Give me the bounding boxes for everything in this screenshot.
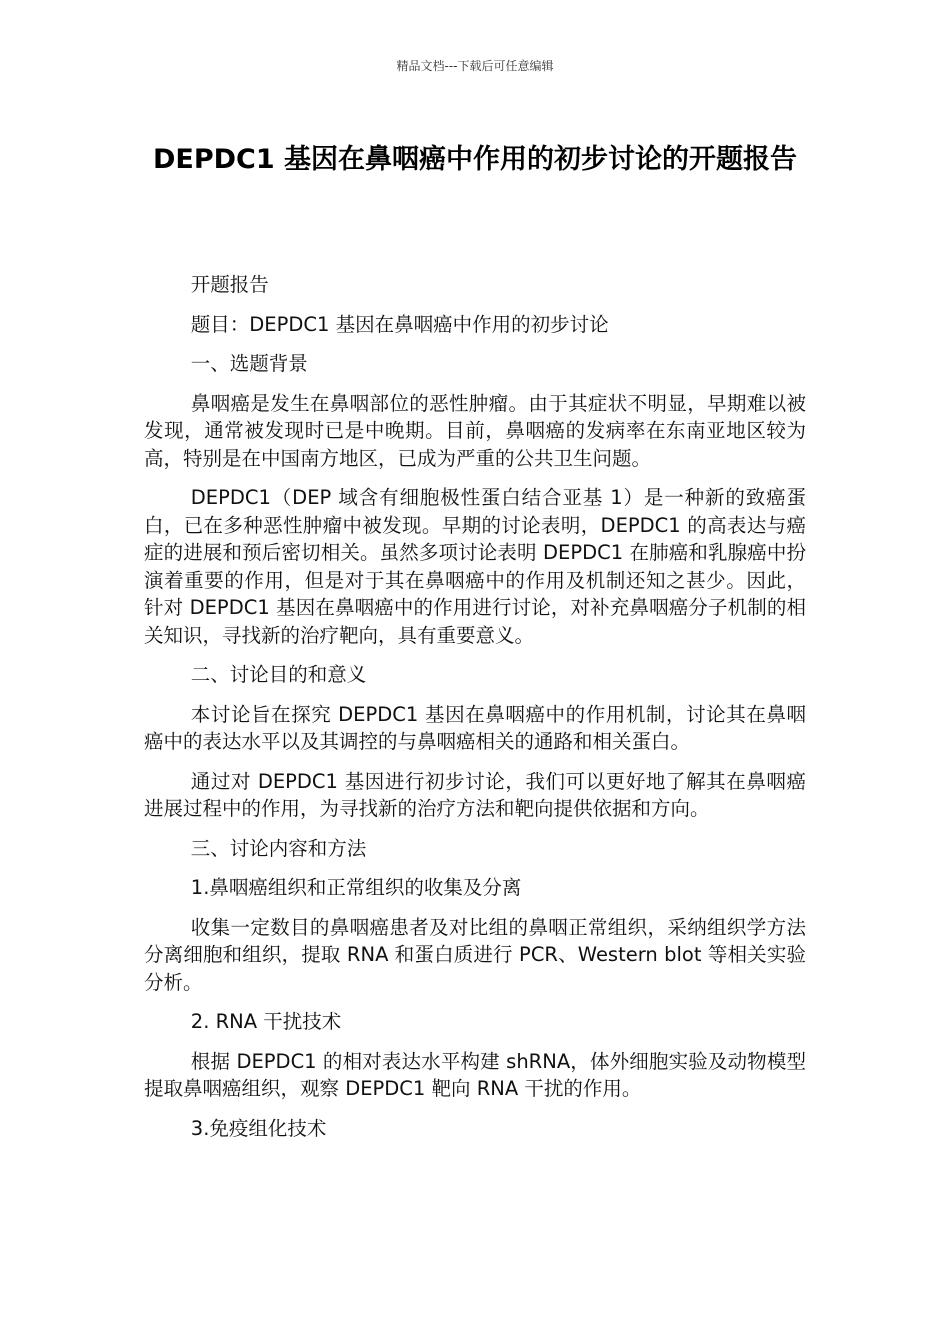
subheading-immunohistochemistry: 3.免疫组化技术	[190, 1116, 327, 1140]
paragraph-rna-interference: 根据 DEPDC1 的相对表达水平构建 shRNA，体外细胞实验及动物模型提取鼻咽癌组织，观察 DEPDC1 靶向 RNA 干扰的作用。	[144, 1049, 806, 1100]
paragraph-topic: 题目：DEPDC1 基因在鼻咽癌中作用的初步讨论	[190, 312, 609, 336]
section-heading-methods: 三、讨论内容和方法	[190, 836, 367, 860]
subheading-rna-interference: 2. RNA 干扰技术	[190, 1010, 342, 1033]
paragraph-tissue-collection: 收集一定数目的鼻咽癌患者及对比组的鼻咽正常组织，采纳组织学方法分离细胞和组织，提取 RNA 和蛋白质进行 PCR、Western blot 等相关实验分析。	[144, 915, 806, 994]
section-heading-background: 一、选题背景	[190, 352, 308, 375]
document-body	[144, 271, 806, 1154]
paragraph-purpose-1: 本讨论旨在探究 DEPDC1 基因在鼻咽癌中的作用机制，讨论其在鼻咽癌中的表达水平以及其调控的与鼻咽癌相关的通路和相关蛋白。	[144, 702, 806, 753]
paragraph-label: 开题报告	[190, 273, 269, 296]
subheading-tissue-collection: 1.鼻咽癌组织和正常组织的收集及分离	[190, 876, 522, 899]
paragraph-background-2: DEPDC1（DEP 域含有细胞极性蛋白结合亚基 1）是一种新的致癌蛋白，已在多种恶性肿瘤中被发现。早期的讨论表明，DEPDC1 的高表达与癌症的进展和预后密切相关。虽然多项讨论表明 DEPDC1 在肺癌和乳腺癌中扮演着重要的作用，但是对于其在鼻咽癌中的作用及机制还知之甚少。因此，针对 DEPDC1 基因在鼻咽癌中的作用进行讨论，对补充鼻咽癌分子机制的相关知识，寻找新的治疗靶向，具有重要意义。	[144, 486, 806, 647]
section-heading-purpose: 二、讨论目的和意义	[190, 663, 367, 686]
paragraph-background-1: 鼻咽癌是发生在鼻咽部位的恶性肿瘤。由于其症状不明显，早期难以被发现，通常被发现时已是中晚期。目前，鼻咽癌的发病率在东南亚地区较为高，特别是在中国南方地区，已成为严重的公共卫生问题。	[144, 391, 806, 470]
page-header-note: 精品文档---下载后可任意编辑	[396, 59, 554, 73]
document-title: DEPDC1 基因在鼻咽癌中作用的初步讨论的开题报告	[152, 144, 798, 175]
paragraph-purpose-2: 通过对 DEPDC1 基因进行初步讨论，我们可以更好地了解其在鼻咽癌进展过程中的作用，为寻找新的治疗方法和靶向提供依据和方向。	[144, 769, 806, 820]
